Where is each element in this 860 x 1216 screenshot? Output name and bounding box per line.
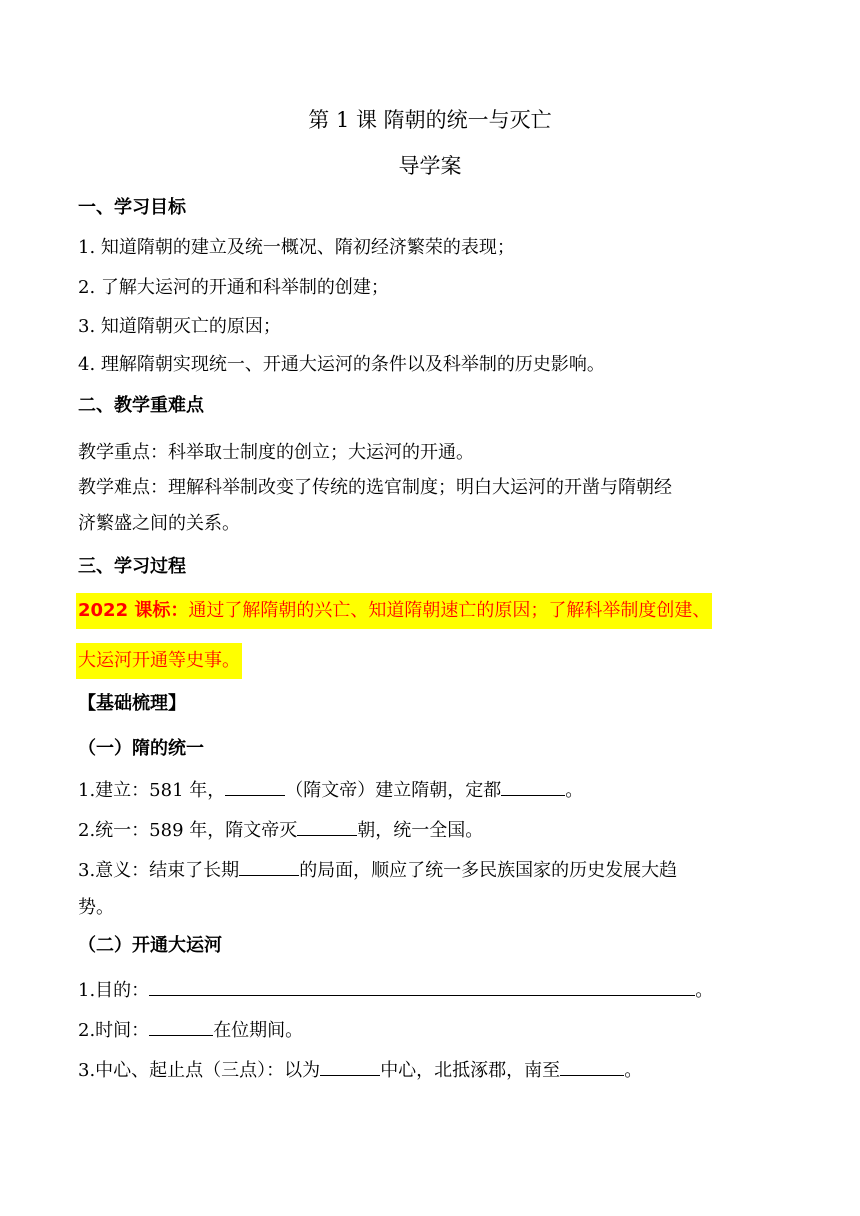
difficult-point-text-continued: 济繁盛之间的关系。 — [78, 513, 240, 534]
answer-blank[interactable] — [149, 977, 695, 996]
curriculum-standard-text-continued: 大运河开通等史事。 — [78, 650, 240, 671]
objective-item: 2. 了解大运河的开通和科举制的创建； — [78, 277, 389, 298]
objective-item: 4. 理解隋朝实现统一、开通大运河的条件以及科举制的历史影响。 — [78, 354, 605, 375]
answer-blank[interactable] — [225, 777, 285, 796]
answer-blank[interactable] — [149, 1017, 213, 1036]
answer-blank[interactable] — [239, 857, 299, 876]
curriculum-standard-text: 通过了解隋朝的兴亡、知道隋朝速亡的原因；了解科举制度创建、 — [188, 600, 711, 621]
fill-in-line-unification: 2.统一：589 年，隋文帝灭 朝，统一全国。 — [78, 817, 483, 843]
objective-item: 3. 知道隋朝灭亡的原因； — [78, 316, 281, 337]
fill-in-line-center-endpoints: 3.中心、起止点（三点）：以为 中心，北抵涿郡，南至 。 — [78, 1057, 642, 1083]
section-heading-key-points: 二、教学重难点 — [78, 395, 204, 416]
curriculum-standard-highlight — [76, 593, 712, 629]
lesson-title: 第 1 课 隋朝的统一与灭亡 — [308, 108, 552, 132]
curriculum-standard-tag: 2022 课标： — [78, 600, 189, 621]
section-heading-objectives: 一、学习目标 — [78, 197, 186, 218]
section-heading-process: 三、学习过程 — [78, 556, 186, 577]
answer-blank[interactable] — [501, 777, 565, 796]
fill-in-line-significance: 3.意义：结束了长期 的局面，顺应了统一多民族国家的历史发展大趋 — [78, 857, 677, 883]
fill-in-line-significance-continued: 势。 — [78, 897, 114, 918]
key-point-text: 教学重点：科举取士制度的创立；大运河的开通。 — [78, 442, 474, 463]
fill-in-line-purpose: 1.目的： 。 — [78, 977, 713, 1003]
basics-heading: 【基础梳理】 — [78, 693, 186, 714]
curriculum-standard-highlight-continued — [76, 643, 242, 679]
answer-blank[interactable] — [297, 817, 357, 836]
answer-blank[interactable] — [560, 1057, 624, 1076]
fill-in-line-time: 2.时间： 在位期间。 — [78, 1017, 303, 1043]
objective-item: 1. 知道隋朝的建立及统一概况、隋初经济繁荣的表现； — [78, 237, 515, 258]
lesson-subtitle: 导学案 — [398, 154, 462, 178]
difficult-point-text: 教学难点：理解科举制改变了传统的选官制度；明白大运河的开凿与隋朝经 — [78, 477, 672, 498]
answer-blank[interactable] — [320, 1057, 380, 1076]
fill-in-line-founding: 1.建立：581 年， （隋文帝）建立隋朝，定都 。 — [78, 777, 583, 803]
part-heading-grand-canal: （二）开通大运河 — [78, 935, 222, 956]
part-heading-unification: （一）隋的统一 — [78, 738, 204, 759]
